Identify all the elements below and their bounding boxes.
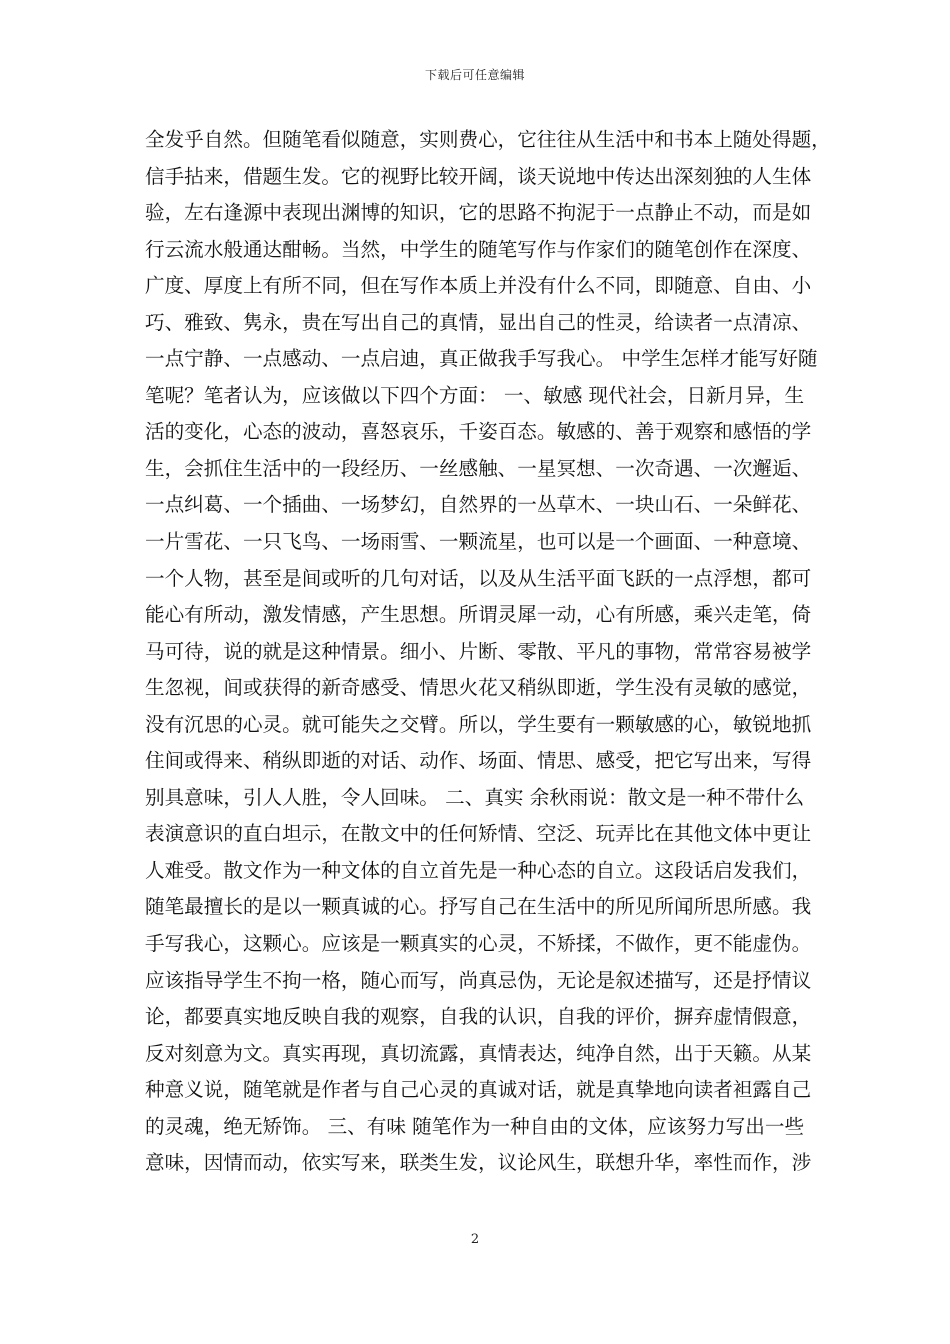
- text-line: 全发乎自然。但随笔看似随意，实则费心，它往往从生活中和书本上随处得题，: [145, 128, 831, 151]
- text-line: 应该指导学生不拘一格，随心而写，尚真忌伪，无论是叙述描写，还是抒情议: [145, 968, 812, 992]
- text-line: 反对刻意为文。真实再现，真切流露，真情表达，纯净自然，出于天籁。从某: [145, 1041, 812, 1065]
- text-line: 马可待，说的就是这种情景。细小、片断、零散、平凡的事物，常常容易被学: [145, 639, 812, 663]
- text-line: 随笔最擅长的是以一颗真诚的心。抒写自己在生活中的所见所闻所思所感。我: [145, 895, 812, 919]
- text-line: 生，会抓住生活中的一段经历、一丝感触、一星冥想、一次奇遇、一次邂逅、: [145, 456, 812, 480]
- text-line: 笔呢？笔者认为，应该做以下四个方面： 一、敏感 现代社会，日新月异，生: [145, 383, 805, 407]
- text-line: 生忽视，间或获得的新奇感受、情思火花又稍纵即逝，学生没有灵敏的感觉，: [145, 676, 812, 700]
- text-line: 人难受。散文作为一种文体的自立首先是一种心态的自立。这段话启发我们，: [145, 858, 812, 882]
- text-line: 一点宁静、一点感动、一点启迪，真正做我手写我心。 中学生怎样才能写好随: [145, 347, 818, 371]
- body-text: [145, 122, 831, 1182]
- text-line: 活的变化，心态的波动，喜怒哀乐，千姿百态。敏感的、善于观察和感悟的学: [145, 420, 812, 444]
- text-line: 论，都要真实地反映自我的观察，自我的认识，自我的评价，摒弃虚情假意，: [145, 1005, 812, 1029]
- text-line: 能心有所动，激发情感，产生思想。所谓灵犀一动，心有所感，乘兴走笔，倚: [145, 603, 812, 627]
- text-line: 验，左右逢源中表现出渊博的知识，它的思路不拘泥于一点静止不动，而是如: [145, 201, 812, 225]
- text-line: 一片雪花、一只飞鸟、一场雨雪、一颗流星，也可以是一个画面、一种意境、: [145, 530, 812, 554]
- page-header: 下载后可任意编辑: [424, 68, 525, 82]
- text-line: 没有沉思的心灵。就可能失之交臂。所以，学生要有一颗敏感的心，敏锐地抓: [145, 712, 812, 736]
- text-line: 巧、雅致、隽永，贵在写出自己的真情，显出自己的性灵，给读者一点清凉、: [145, 310, 812, 334]
- text-line: 广度、厚度上有所不同，但在写作本质上并没有什么不同，即随意、自由、小: [145, 274, 812, 298]
- text-line: 手写我心，这颗心。应该是一颗真实的心灵，不矫揉，不做作，更不能虚伪。: [145, 932, 812, 956]
- text-line: 住间或得来、稍纵即逝的对话、动作、场面、情思、感受，把它写出来，写得: [145, 749, 812, 773]
- text-line: 信手拈来，借题生发。它的视野比较开阔，谈天说地中传达出深刻独的人生体: [145, 164, 812, 188]
- page-number: 2: [470, 1232, 480, 1247]
- text-line: 种意义说，随笔就是作者与自己心灵的真诚对话，就是真挚地向读者袒露自己: [145, 1078, 812, 1102]
- text-line: 一个人物，甚至是间或听的几句对话，以及从生活平面飞跃的一点浮想，都可: [145, 566, 812, 590]
- text-line: 一点纠葛、一个插曲、一场梦幻，自然界的一丛草木、一块山石、一朵鲜花、: [145, 493, 812, 517]
- text-line: 意味，因情而动，依实写来，联类生发，议论风生，联想升华，率性而作，涉: [145, 1151, 812, 1175]
- text-line: 的灵魂，绝无矫饰。 三、有味 随笔作为一种自由的文体，应该努力写出一些: [145, 1114, 805, 1138]
- text-line: 表演意识的直白坦示，在散文中的任何矫情、空泛、玩弄比在其他文体中更让: [145, 822, 812, 846]
- text-line: 行云流水般通达酣畅。当然，中学生的随笔写作与作家们的随笔创作在深度、: [145, 237, 812, 261]
- text-line: 别具意味，引人人胜，令人回味。 二、真实 余秋雨说：散文是一种不带什么: [145, 785, 805, 809]
